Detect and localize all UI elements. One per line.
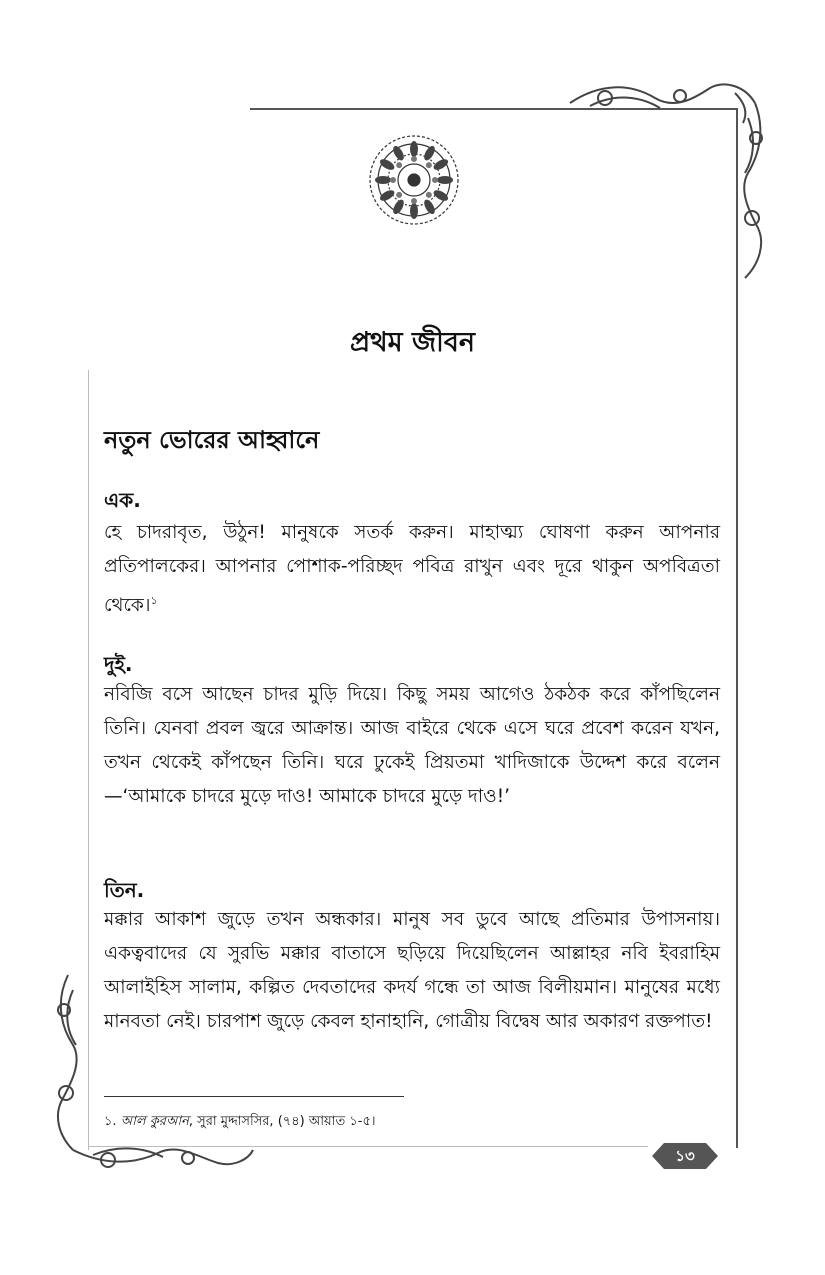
- part-label-one: এক.: [104, 488, 141, 512]
- section-heading: নতুন ভোরের আহ্বানে: [104, 426, 320, 454]
- paragraph-three: মক্কার আকাশ জুড়ে তখন অন্ধকার। মানুষ সব ডুবে আছে প্রতিমার উপাসনায়। একত্ববাদের যে সুরভি মক্কার বাতাসে ছড়িয়ে দিয়েছিলেন আল্লাহর নবি ইবরাহিম আলাইহিস সালাম, কল্পিত দেবতাদের কদর্য গন্ধে তা আজ বিলীয়মান। মানুষের মধ্যে মানবতা নেই। চারপাশ জুড়ে কেবল হানাহানি, গোত্রীয় বিদ্বেষ আর অকারণ রক্তপাত!: [104, 909, 720, 1032]
- paragraph-two: নবিজি বসে আছেন চাদর মুড়ি দিয়ে। কিছু সময় আগেও ঠকঠক করে কাঁপছিলেন তিনি। যেনবা প্রবল জ্বরে আক্রান্ত। আজ বাইরে থেকে এসে ঘরে প্রবেশ করেন যখন, তখন থেকেই কাঁপছেন তিনি। ঘরে ঢুকেই প্রিয়তমা খাদিজাকে উদ্দেশ করে বলেন—‘আমাকে চাদরে মুড়ে দাও! আমাকে চাদরে মুড়ে দাও!’: [104, 684, 720, 807]
- footnote-divider: [104, 1096, 404, 1097]
- corner-flourish-icon: [560, 78, 775, 288]
- footnote: [104, 1112, 376, 1133]
- footnote-source: আল কুরআন: [120, 1114, 189, 1129]
- footnote-number: ১.: [104, 1114, 117, 1129]
- paragraph-one: [104, 516, 720, 623]
- mandala-ornament-icon: [368, 134, 460, 226]
- part-label-three: তিন.: [104, 878, 145, 902]
- page-number: ১৩: [675, 1147, 695, 1165]
- footnote-ref[interactable]: ১: [150, 594, 158, 607]
- paragraph-one-text: হে চাদরাবৃত, উঠুন! মানুষকে সতর্ক করুন। মাহাত্ম্য ঘোষণা করুন আপনার প্রতিপালকের। আপনার পোশাক-পরিচ্ছদ পবিত্র রাখুন এবং দূরে থাকুন অপবিত্রতা থেকে।: [104, 522, 720, 617]
- footnote-detail: , সুরা মুদ্দাসসির, (৭৪) আয়াত ১-৫।: [188, 1114, 376, 1129]
- part-label-two: দুই.: [104, 652, 133, 676]
- page-title: প্রথম জীবন: [349, 327, 476, 358]
